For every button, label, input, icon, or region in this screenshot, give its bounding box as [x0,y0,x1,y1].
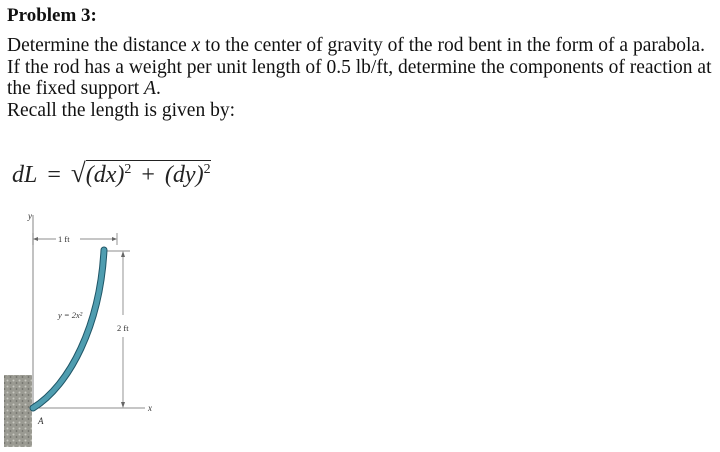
problem-statement-paragraph [7,35,719,100]
recall-line: Recall the length is given by: [7,99,235,121]
statement-part2: to the center of gravity of the rod bent in the form of a parabola. If the rod has a weight per unit length of 0.5 lb/ft, determine the components of reaction at the fixed support [7,35,712,99]
equation-lhs: dL [12,162,38,188]
parabolic-rod-outline [33,250,104,408]
equation-exponent-2: 2 [203,162,211,177]
variable-a: A [144,78,156,99]
parabolic-rod [33,250,104,408]
x-axis-label: x [148,403,152,413]
equation-term-dx: (dx) [85,162,125,188]
fixed-support-wall [4,375,32,447]
support-label-a: A [38,416,44,426]
radicand [86,160,211,188]
equation-exponent-1: 2 [124,162,132,177]
arc-length-equation [12,158,211,189]
width-dimension-label: 1 ft [58,234,70,244]
problem-title: Problem 3: [7,5,97,26]
height-dimension-label: 2 ft [117,323,129,333]
equation-equals: = [47,162,61,188]
width-dimension [33,233,117,245]
y-axis-label: y [28,211,32,221]
curve-equation-label: y = 2x² [58,310,83,320]
radical-sign: √ [70,158,86,188]
variable-x: x [191,35,201,56]
equation-term-dy: (dy) [164,162,204,188]
parabolic-rod-figure [0,205,200,452]
problem-statement [7,35,719,121]
equation-plus: + [141,162,155,188]
statement-part1: Determine the distance [7,35,192,56]
statement-part3: . [155,78,161,99]
